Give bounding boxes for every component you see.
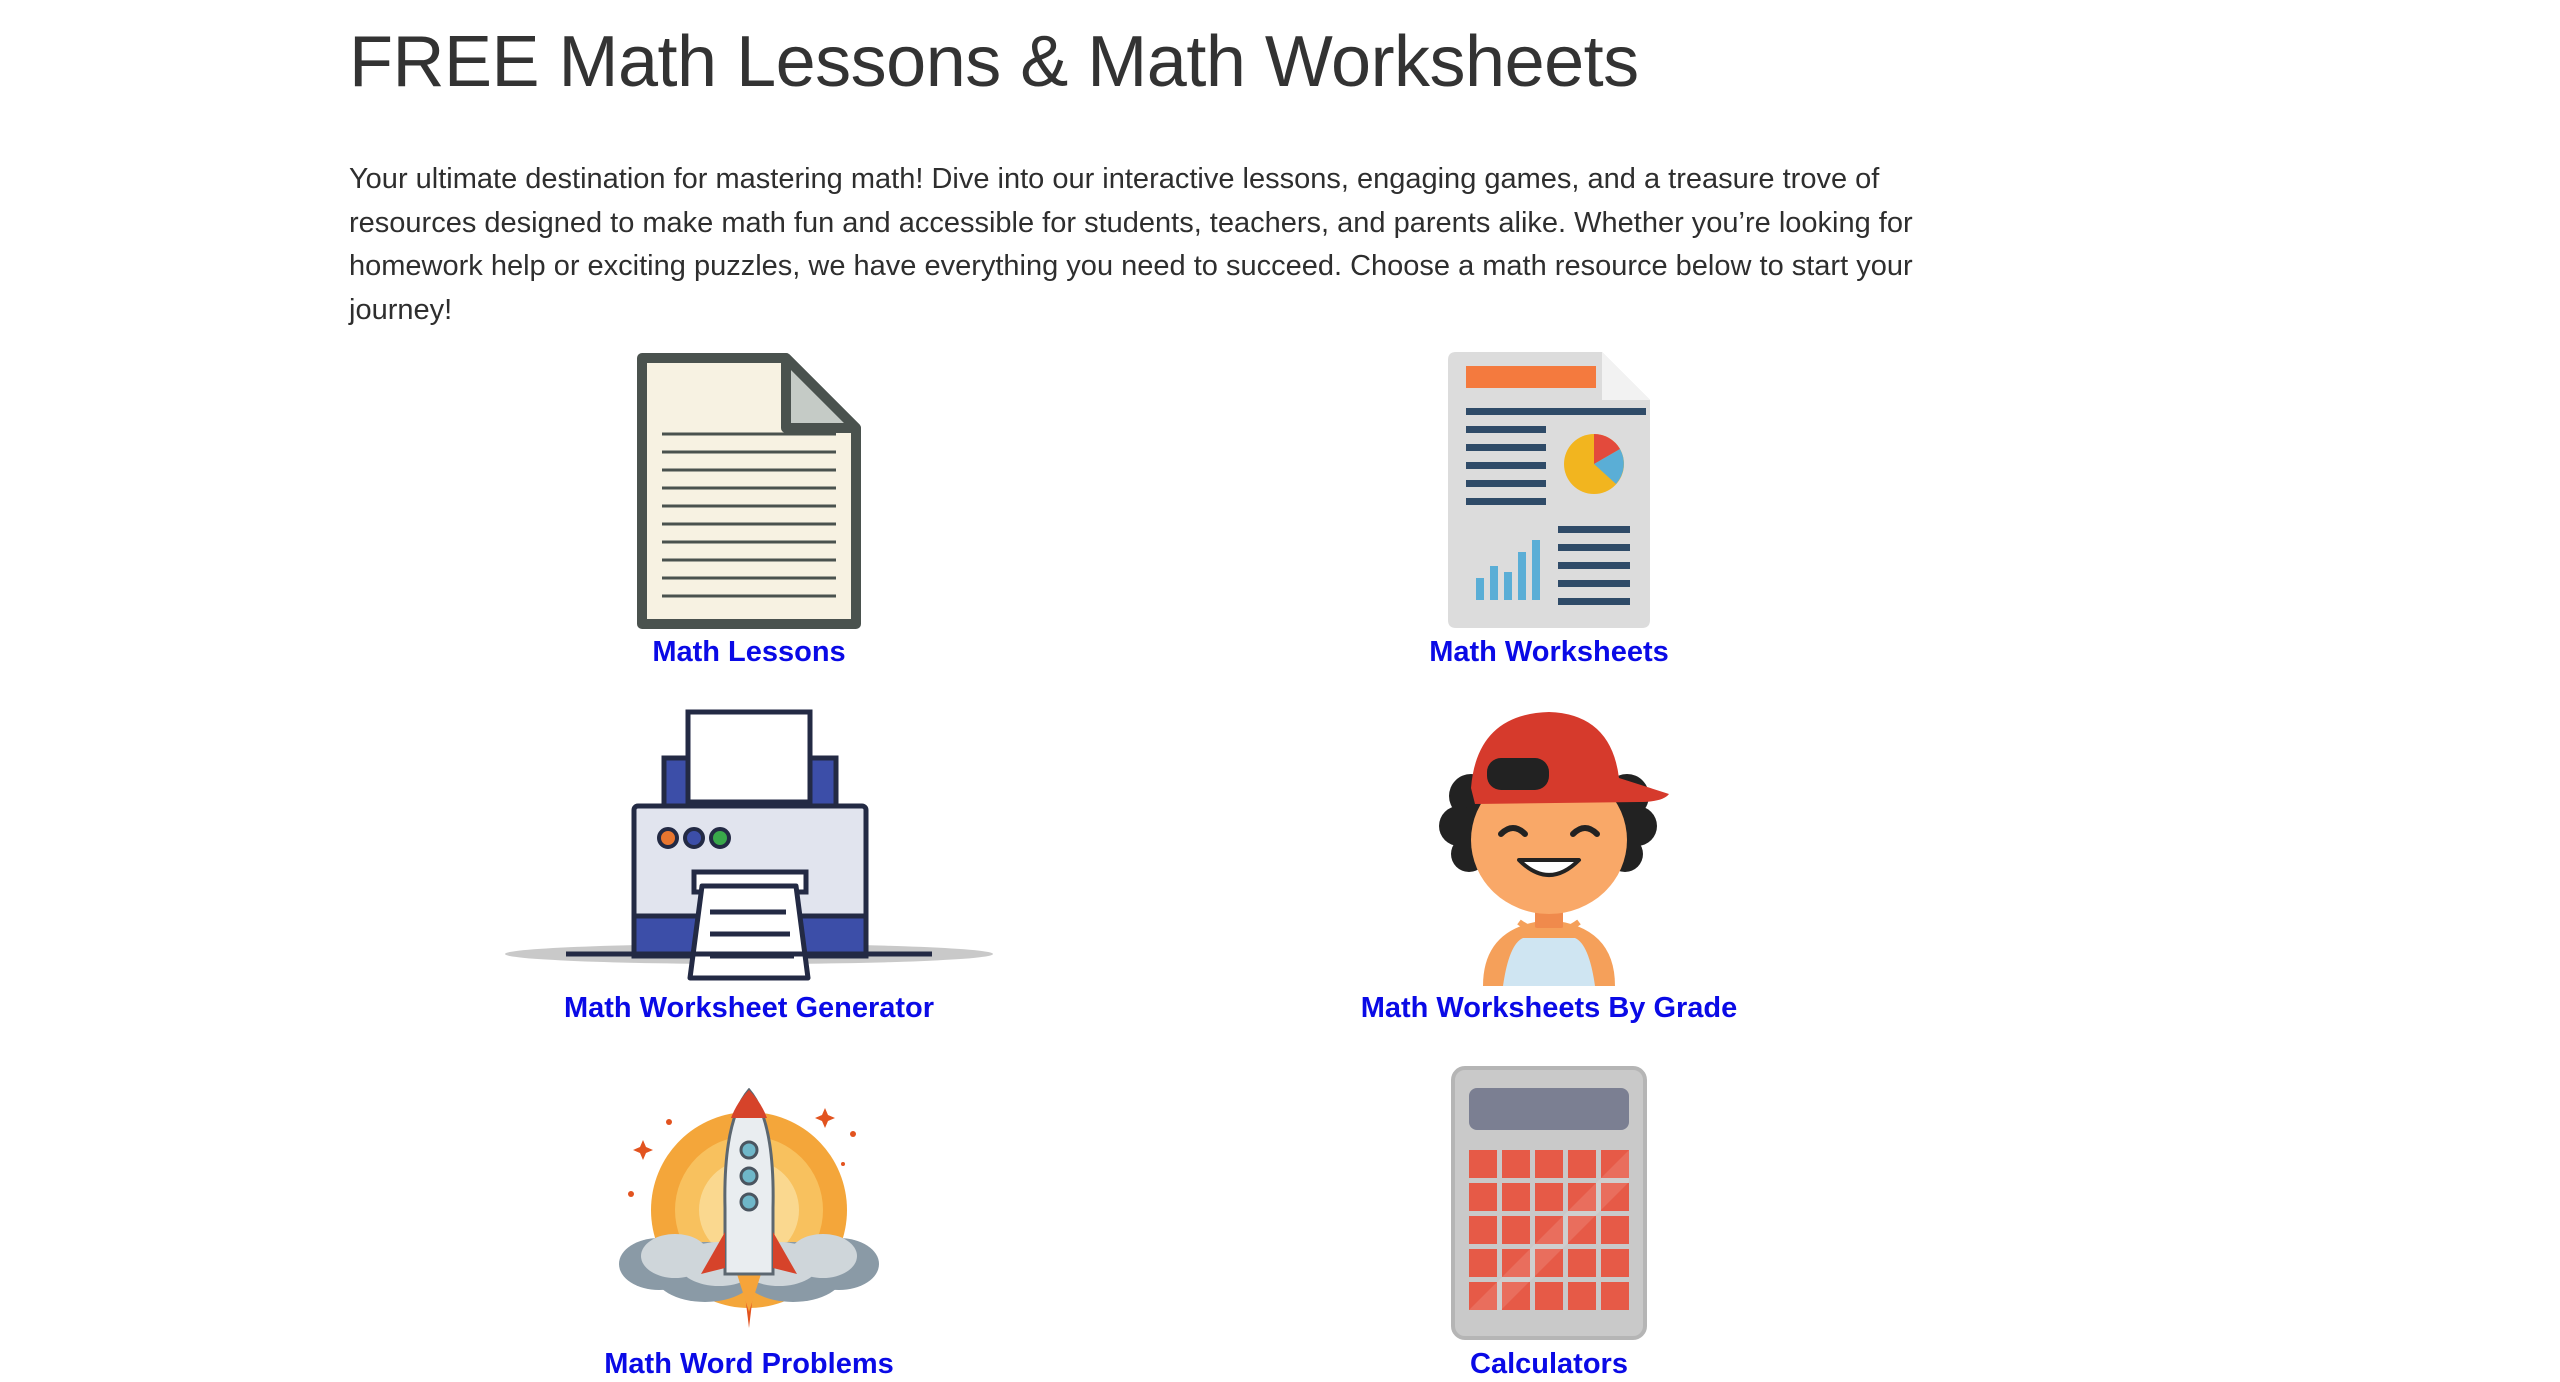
- resource-card-calculators[interactable]: [1149, 1064, 1949, 1382]
- resource-card-word-problems[interactable]: [349, 1064, 1149, 1382]
- resource-link-label[interactable]: Math Worksheets By Grade: [1360, 992, 1738, 1024]
- printer-icon: [504, 708, 994, 988]
- resource-link-label[interactable]: Calculators: [1470, 1348, 1628, 1380]
- resource-card-worksheets-by-grade[interactable]: [1149, 708, 1949, 1028]
- intro-paragraph: Your ultimate destination for mastering math! Dive into our interactive lessons, engaging games, and a treasure trove of resources designed to make math fun and accessible for students, teachers, and parents alike. Whether you’re looking for homework help or exciting puzzles, we have everything you need to succeed. Choose a math resource below to start your journey!: [349, 163, 1913, 326]
- report-chart-icon: [1446, 352, 1652, 630]
- document-icon: [636, 352, 862, 630]
- resource-link-label[interactable]: Math Worksheet Generator: [563, 992, 935, 1024]
- resource-card-math-lessons[interactable]: [349, 352, 1149, 672]
- resource-card-worksheet-generator[interactable]: [349, 708, 1149, 1028]
- resource-link-label[interactable]: Math Word Problems: [604, 1348, 894, 1380]
- resource-link-label[interactable]: Math Worksheets: [1429, 636, 1669, 668]
- resource-link-label[interactable]: Math Lessons: [652, 636, 846, 668]
- calculator-icon: [1449, 1064, 1649, 1342]
- student-boy-icon: [1419, 708, 1679, 988]
- page-content: [349, 0, 1949, 332]
- rocket-icon: [619, 1088, 879, 1338]
- page-title: FREE Math Lessons & Math Worksheets: [349, 22, 1639, 102]
- resource-card-math-worksheets[interactable]: [1149, 352, 1949, 672]
